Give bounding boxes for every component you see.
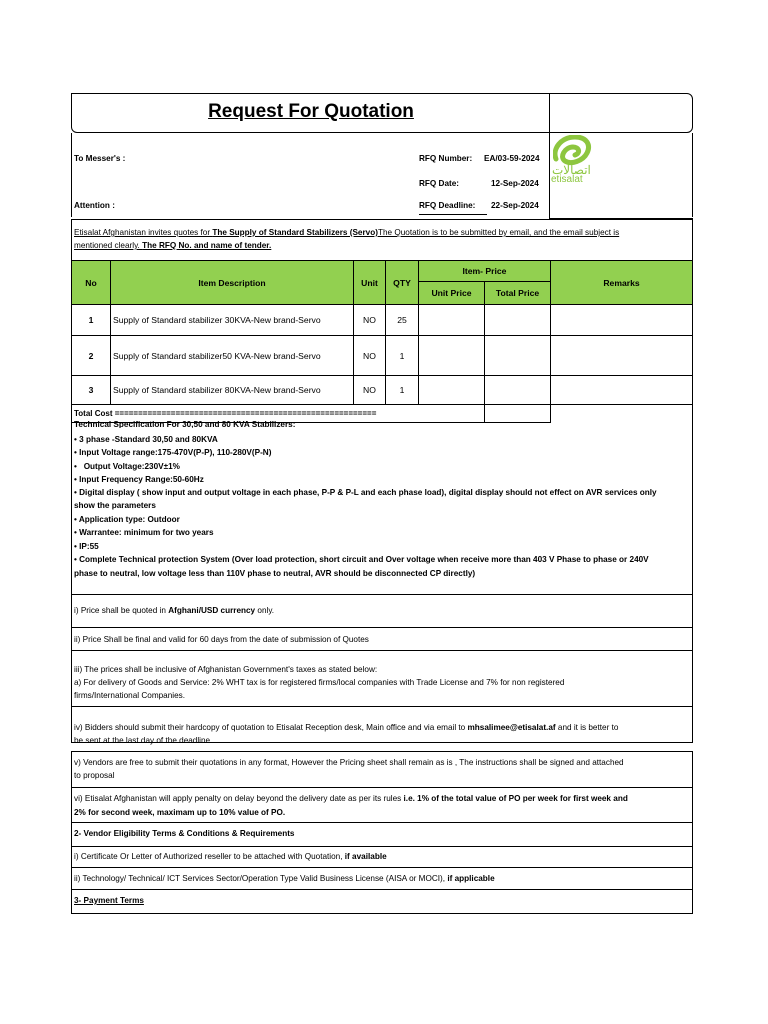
- spec-line-11: phase to neutral, low voltage less than 110V phase to neutral, AVR should be disconnected CP directly): [74, 569, 476, 578]
- etisalat-logo: [550, 134, 610, 186]
- section-2-heading: 2- Vendor Eligibility Terms & Conditions & Requirements: [74, 829, 295, 838]
- rfq-label-underline: [419, 214, 487, 215]
- rfq-deadline-label: RFQ Deadline:: [419, 201, 476, 210]
- spec-line-9: • IP:55: [74, 542, 99, 551]
- col-header-total-price: Total Price: [485, 282, 551, 305]
- items-table: [71, 261, 693, 423]
- term-6-line-2: 2% for second week, maximam up to 10% value of PO.: [74, 808, 286, 817]
- rfq-number-label: RFQ Number:: [419, 154, 473, 163]
- term-6-line-1: [74, 792, 628, 805]
- col-header-qty: QTY: [386, 261, 419, 305]
- col-header-remarks: Remarks: [551, 261, 692, 305]
- logo-latin-text: etisalat: [551, 174, 583, 185]
- term-1: [74, 604, 274, 617]
- spec-line-2: • Input Voltage range:175-470V(P-P), 110-280V(P-N): [74, 448, 272, 457]
- header-right-border: [692, 133, 693, 217]
- term-5-line-2: to proposal: [74, 771, 115, 780]
- row-3-unit-price[interactable]: [419, 376, 485, 405]
- eligibility-2: [74, 872, 495, 885]
- row-1-no: 1: [72, 305, 111, 336]
- row-3-description: Supply of Standard stabilizer 80KVA-New brand-Servo: [111, 376, 354, 405]
- section-3-box: [71, 889, 693, 914]
- term-4-line-1: [74, 721, 618, 734]
- spec-line-5: • Digital display ( show input and output voltage in each phase, P-P & P-L and each phase load), digital display should not effect on AVR services only: [74, 488, 657, 497]
- eligibility-1: [74, 850, 387, 863]
- row-2-unit: NO: [354, 336, 386, 376]
- row-1-description: Supply of Standard stabilizer 30KVA-New brand-Servo: [111, 305, 354, 336]
- row-3-qty: 1: [386, 376, 419, 405]
- term-1-part-c: only.: [255, 606, 275, 615]
- eligibility-2-part-a: ii) Technology/ Technical/ ICT Services Sector/Operation Type Valid Business License (AISA or MOCI),: [74, 874, 448, 883]
- term-1-part-a: i) Price shall be quoted in: [74, 606, 169, 615]
- row-1-remarks[interactable]: [551, 305, 692, 336]
- eligibility-1-part-a: i) Certificate Or Letter of Authorized reseller to be attached with Quotation,: [74, 852, 345, 861]
- term-6-penalty: i.e. 1% of the total value of PO per week for first week and: [403, 794, 628, 803]
- row-2-remarks[interactable]: [551, 336, 692, 376]
- term-4-part-a: iv) Bidders should submit their hardcopy of quotation to Etisalat Reception desk, Main office and via email to: [74, 723, 468, 732]
- row-2-unit-price[interactable]: [419, 336, 485, 376]
- spec-line-3: • Output Voltage:230V±1%: [74, 462, 180, 471]
- row-1-unit: NO: [354, 305, 386, 336]
- intro-part1: Etisalat Afghanistan invites quotes for: [74, 228, 213, 237]
- term-3-line-1: iii) The prices shall be inclusive of Afghanistan Government's taxes as stated below:: [74, 665, 378, 674]
- spec-line-7: • Application type: Outdoor: [74, 515, 180, 524]
- term-6-part-a: vi) Etisalat Afghanistan will apply penalty on delay beyond the delivery date as per its rules: [74, 794, 404, 803]
- spec-line-1: • 3 phase -Standard 30,50 and 80KVA: [74, 435, 218, 444]
- intro-part3: The Quotation is to be submitted by email, and the email subject is: [377, 228, 620, 237]
- eligibility-2-part-b: if applicable: [447, 874, 495, 883]
- header-left-border: [71, 133, 72, 217]
- intro-part4: mentioned clearly.: [74, 241, 143, 250]
- row-3-no: 3: [72, 376, 111, 405]
- col-header-unit: Unit: [354, 261, 386, 305]
- col-header-no: No: [72, 261, 111, 305]
- spec-line-10: • Complete Technical protection System (Over load protection, short circuit and Over voltage when receive more than 403 V Phase to phase or 240V: [74, 555, 649, 564]
- rfq-deadline-value: 22-Sep-2024: [491, 201, 539, 210]
- term-4-email[interactable]: mhsalimee@etisalat.af: [467, 723, 556, 732]
- row-1-qty: 25: [386, 305, 419, 336]
- col-header-item-price: Item- Price: [419, 261, 551, 282]
- row-2-no: 2: [72, 336, 111, 376]
- row-1-total-price[interactable]: [485, 305, 551, 336]
- row-3-remarks[interactable]: [551, 376, 692, 405]
- to-messers-label: To Messer's :: [74, 154, 126, 163]
- attention-label: Attention :: [74, 201, 115, 210]
- intro-text: [74, 226, 689, 252]
- term-4-part-c: and it is better to: [555, 723, 619, 732]
- title-divider: [549, 94, 550, 132]
- row-2-qty: 1: [386, 336, 419, 376]
- spec-line-8: • Warrantee: minimum for two years: [74, 528, 214, 537]
- term-4-line-2: be sent at the last day of the deadline.: [74, 736, 213, 745]
- page-title: Request For Quotation: [208, 101, 414, 122]
- term-5-line-1: v) Vendors are free to submit their quotations in any format, However the Pricing sheet shall remain as is , The instructions shall be signed and attached: [74, 758, 624, 767]
- section-3-heading: 3- Payment Terms: [74, 896, 144, 905]
- row-1-unit-price[interactable]: [419, 305, 485, 336]
- row-3-total-price[interactable]: [485, 376, 551, 405]
- term-1-currency: Afghani/USD currency: [168, 606, 256, 615]
- row-2-total-price[interactable]: [485, 336, 551, 376]
- spec-heading: Technical Specification For 30,50 and 80 KVA Stabilizers:: [74, 420, 296, 428]
- col-header-item-description: Item Description: [111, 261, 354, 305]
- term-2: ii) Price Shall be final and valid for 60 days from the date of submission of Quotes: [74, 635, 369, 644]
- row-3-unit: NO: [354, 376, 386, 405]
- rfq-number-value: EA/03-59-2024: [484, 154, 540, 163]
- eligibility-1-part-b: if available: [344, 852, 387, 861]
- col-header-unit-price: Unit Price: [419, 282, 485, 305]
- row-2-description: Supply of Standard stabilizer50 KVA-New brand-Servo: [111, 336, 354, 376]
- intro-tender-name: The Supply of Standard Stabilizers (Servo): [212, 228, 378, 237]
- total-cost-value[interactable]: [485, 405, 551, 423]
- rfq-date-value: 12-Sep-2024: [491, 179, 539, 188]
- title-box: [71, 93, 693, 133]
- spec-line-6: show the parameters: [74, 501, 156, 510]
- logo-arabic-text: اتصالات: [552, 163, 591, 177]
- total-cost-label: Total Cost ========================================================: [72, 405, 485, 423]
- intro-rfq-note: The RFQ No. and name of tender.: [142, 241, 272, 250]
- term-3-line-3: firms/International Companies.: [74, 691, 186, 700]
- rfq-date-label: RFQ Date:: [419, 179, 460, 188]
- term-3-line-2: a) For delivery of Goods and Service: 2% WHT tax is for registered firms/local companies with Trade License and 7% for non registered: [74, 678, 565, 687]
- spec-line-4: • Input Frequency Range:50-60Hz: [74, 475, 204, 484]
